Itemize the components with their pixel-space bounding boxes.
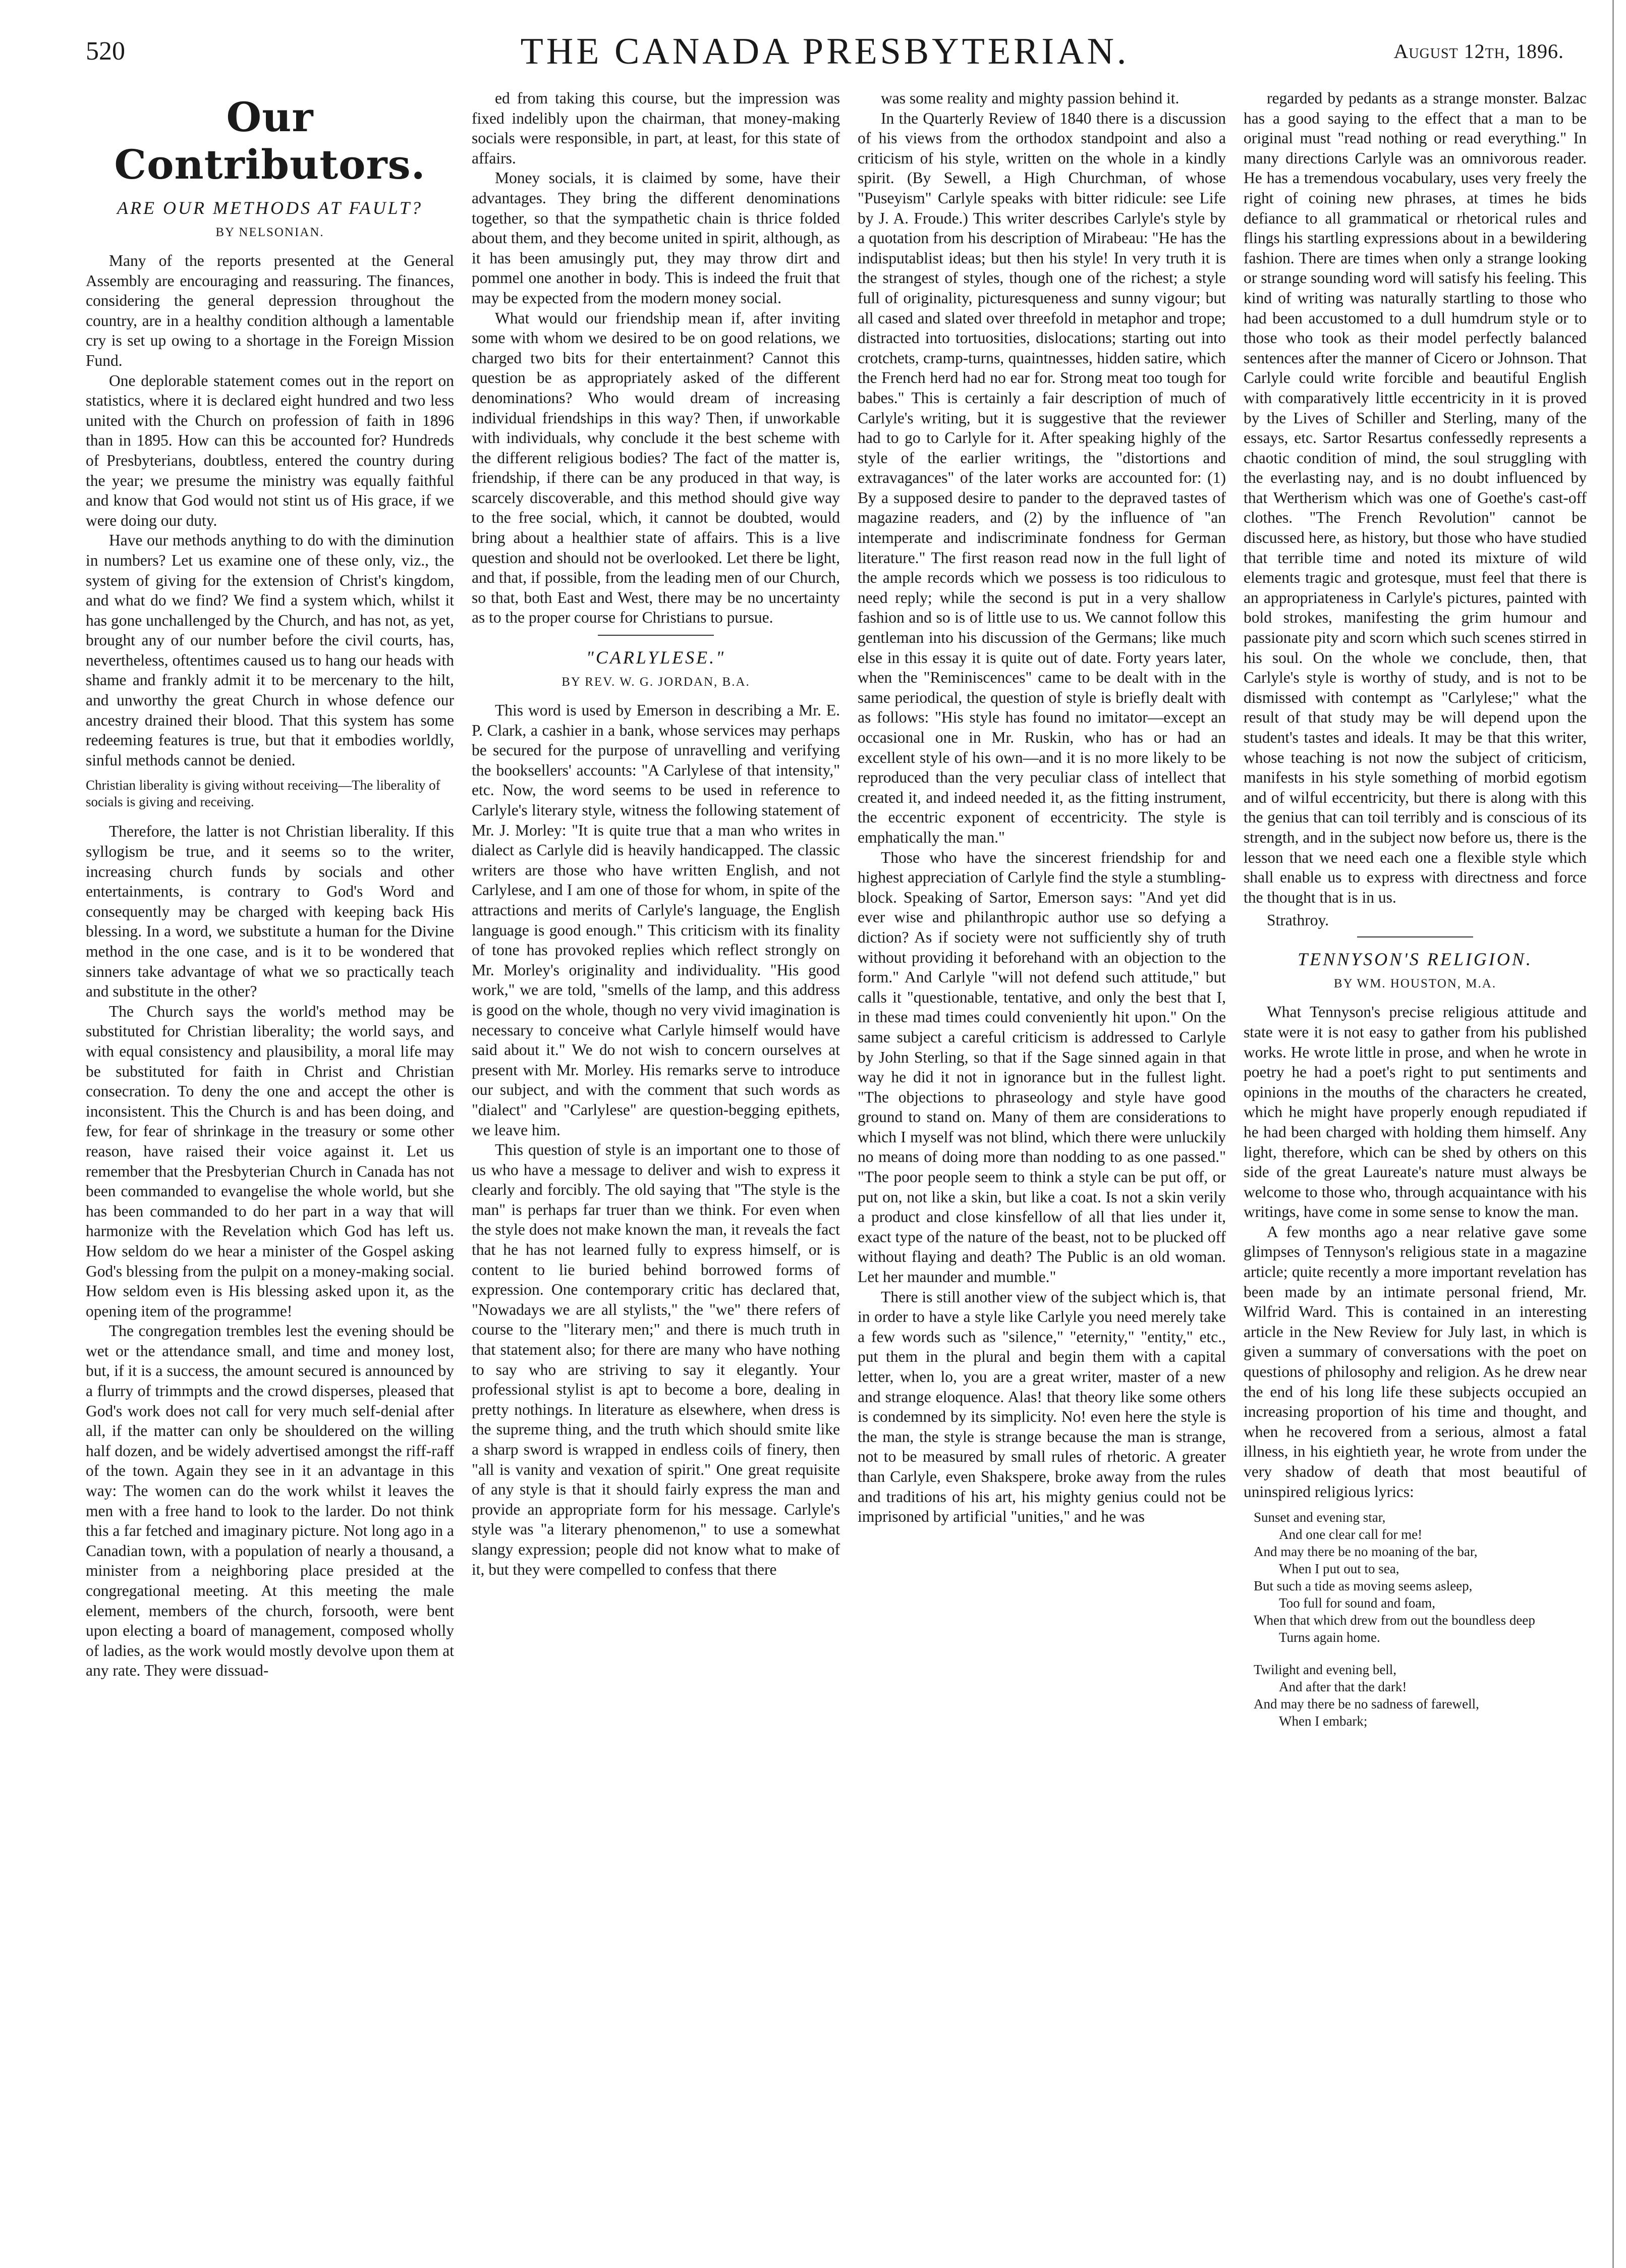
paragraph: What would our friendship mean if, after inviting some with whom we desired to be on good relations, we charged two bits for their entertainment? Cannot this question be as appropriately asked of the different denominations? Who would dream of increasing individual friendships in this way? Then, if unworkable with individuals, why conclude it the best scheme with the different religious bodies? The fact of the matter is, friendship, if there can be any produced in that way, is scarcely discoverable, and this method should give way to the free social, which, it cannot be doubted, would bring about a healthier state of affairs. This is a live question and should not be overlooked. Let there be light, and that, if possible, from the leading men of our Church, so that, both East and West, there may be no uncertainty as to the proper course for Christians to pursue. <box>472 309 840 627</box>
poem-line: Twilight and evening bell, <box>1254 1662 1397 1678</box>
poem-line: When that which drew from out the boundless deep <box>1254 1613 1535 1628</box>
article-body-part2 <box>86 821 454 1681</box>
paragraph: This word is used by Emerson in describing a Mr. E. P. Clark, a cashier in a bank, whose services may perhaps be secured for the purpose of unravelling and verifying the booksellers' accounts: "A Carlylese of that intensity," etc. Now, the word seems to be used in reference to Carlyle's literary style, witness the following statement of Mr. J. Morley: "It is quite true that a man who writes in dialect as Carlyle did is heavily handicapped. The classic writers are those who have written English, and not Carlylese, and I am one of those for whom, in spite of the attractions and merits of Carlyle's language, the English language is good enough." This criticism with its finality of tone has provoked replies which reflect strongly on Mr. Morley's originality and individuality. "His good work," we are told, "smells of the lamp, and this address is good on the whole, though no very vivid imagination is necessary to conceive what Carlyle himself would have said about it." We do not wish to concern ourselves at present with Mr. Morley. His remarks serve to introduce our subject, and with the comment that such words as "dialect" and "Carlylese" are question-begging epithets, we leave him. <box>472 701 840 1139</box>
page-header <box>86 26 1564 82</box>
pullquote: Christian liberality is giving without receiving—The liberality of socials is giving and receiving. <box>86 778 440 810</box>
paragraph: One deplorable statement comes out in the report on statistics, where it is declared eight hundred and two less united with the Church on profession of faith in 1896 than in 1895. How can this be accounted for? Hundreds of Presbyterians, doubtless, entered the country during the year; we presume the ministry was equally faithful and know that God would not stint us of His grace, if we were doing our duty. <box>86 371 454 529</box>
stanza-break <box>1254 1646 1587 1661</box>
column-1 <box>86 88 454 2243</box>
carlylese-body-part3 <box>1244 88 1587 907</box>
paragraph: Money socials, it is claimed by some, have their advantages. They bring the different denominations together, so that the sympathetic chain is thrice folded about them, and they become united in spirit, although, as it has been amusingly put, they may throw dirt and pommel one another in body. This is indeed the fruit that may be expected from the modern money social. <box>472 169 840 307</box>
tennyson-body <box>1244 1002 1587 1502</box>
paragraph: Therefore, the latter is not Christian liberality. If this syllogism be true, and it seems so to the writer, increasing church funds by socials and other entertainments, is contrary to God's Word and consequently may be charged with keeping back His blessing. In a word, we substitute a human for the Divine method in the one case, and is it to be wondered that sinners take advantage of what we so practically teach and substitute in the other? <box>86 822 454 1001</box>
paragraph: ed from taking this course, but the impression was fixed indelibly upon the chairman, that money-making socials were responsible, in part, at least, for this state of affairs. <box>472 89 840 167</box>
poem-line: Turns again home. <box>1279 1630 1380 1645</box>
column-3 <box>858 88 1226 2243</box>
poem-line: But such a tide as moving seems asleep, <box>1254 1578 1473 1594</box>
byline-houston: BY WM. HOUSTON, M.A. <box>1333 977 1497 991</box>
page-number: 520 <box>86 37 125 66</box>
divider <box>1357 936 1473 937</box>
poem-line: And may there be no moaning of the bar, <box>1254 1544 1478 1560</box>
paragraph: In the Quarterly Review of 1840 there is a discussion of his views from the orthodox standpoint and also a criticism of his style, written on the whole in a kindly spirit. (By Sewell, a High Churchman, of whose "Puseyism" Carlyle speaks with bitter ridicule: see Life by J. A. Froude.) This writer describes Carlyle's style by a quotation from his description of Mirabeau: "He has the indisputablist ideas; but then his style! In very truth it is the strangest of styles, though one of the richest; a style full of originality, picturesqueness and sunny vigour; but all cased and slated over threefold in metaphor and trope; distracted into tortuosities, dislocations; starting out into crotchets, cramp-turns, quaintnesses, hidden satire, which the French herd had no ear for. Strong meat too tough for babes." This is certainly a fair description of much of Carlyle's writing, but it is suggestive that the reviewer had to go to Carlyle for it. After speaking highly of the style of the earlier writings, the "distortions and extravagances" of the later works are accounted for: (1) By a supposed desire to pander to the depraved tastes of magazine readers, and (2) by the influence of "an intemperate and indiscriminate fondness for German literature." The first reason read now in the full light of the ample records which we possess is too ridiculous to need reply; while the second is put in a very shallow fashion and so is of little use to us. We cannot follow this gentleman into his discussion of the Germans; like much else in this essay it is quite out of date. Forty years later, when the "Reminiscences" came to be dealt with in the same periodical, the question of style is briefly dealt with as follows: "His style has found no imitator—except an occasional one in Mr. Ruskin, who has or had an excellent style of his own—and it is no more likely to be reproduced than the very peculiar class of intellect that created it, and indeed needed it, as the fitting instrument, the eccentric exponent of eccentricity. The style is emphatically the man." <box>858 109 1226 846</box>
paragraph: The congregation trembles lest the evening should be wet or the attendance small, and time and money lost, but, if it is a success, the amount secured is announced by a flurry of trimmpts and the crowd disperses, pleased that God's work does not call for very much self-denial after all, if the matter can only be shouldered on the willing half dozen, and be widely advertised amongst the riff-raff of the town. Again they see in it an advantage in this way: The women can do the work whilst it leaves the men with a free hand to look to the larder. Do not think this a far fetched and imaginary picture. Not long ago in a Canadian town, with a population of nearly a thousand, a minister from a neighboring place presided at the congregational meeting. At this meeting the male element, members of the church, forsooth, were bent upon electing a board of management, composed wholly of ladies, as the work would mostly devolve upon them at any rate. They were dissuad- <box>86 1322 454 1680</box>
paragraph: Those who have the sincerest friendship for and highest appreciation of Carlyle find the style a stumbling-block. Speaking of Sartor, Emerson says: "And yet did ever wise and philanthropic author use so defying a diction? As if society were not sufficiently shy of truth without providing it beforehand with an objection to the form." And Carlyle "will not defend such attitude," but calls it "questionable, tentative, and only the best that I, in these mad times could conveniently hit upon." On the same subject a careful criticism is addressed to Carlyle by John Sterling, so that if the Sage sinned again in that way he did it not in ignorance but in the fullest light. "The objections to phraseology and style have good ground to stand on. Many of them are considerations to which I myself was not blind, which there were unluckily no means of doing more than nodding to as one passed." "The poor people seem to think a style can be put off, or put on, not like a skin, but like a coat. Is not a skin verily a product and close kinsfellow of all that lies under it, exact type of the nature of the beast, not to be plucked off without flaying and death? The Public is an old woman. Let her maunder and mumble." <box>858 848 1226 1286</box>
paragraph: Have our methods anything to do with the diminution in numbers? Let us examine one of these only, viz., the system of giving for the extension of Christ's kingdom, and what do we find? We find a system which, whilst it has gone unchallenged by the Church, and has not, as yet, brought any of our number before the civil courts, has, nevertheless, oftentimes caused us to hang our heads with shame and frankly admit it to be mercenary to the hilt, and unworthy the great Church in whose defence our ancestry drained their blood. That this system has some redeeming features is true, but that it embodies worldly, sinful methods cannot be denied. <box>86 531 454 769</box>
poem-line: And after that the dark! <box>1279 1679 1407 1695</box>
article-title-methods: ARE OUR METHODS AT FAULT? <box>117 198 423 218</box>
byline-nelsonian: BY NELSONIAN. <box>215 226 324 239</box>
poem-line: And one clear call for me! <box>1279 1527 1423 1542</box>
paragraph: This question of style is an important one to those of us who have a message to deliver and wish to express it clearly and forcibly. The old saying that "The style is the man" is perhaps far truer than we think. For even when the style does not make known the man, it reveals the fact that he has not learned fully to express himself, or is content to lie buried behind borrowed forms of expression. One contemporary critic has declared that, "Nowadays we are all stylists," the "we" there refers of course to the "literary men;" and there is much truth in that statement also; for there are many who have nothing to say who are striving to say it elegantly. Your professional stylist is apt to become a bore, dealing in pretty nothings. In literature as elsewhere, when dress is the supreme thing, and the truth which should smite like a sharp sword is wrapped in endless coils of finery, then "all is vanity and vexation of spirit." One great requisite of any style is that it should fairly express the man and provide an appropriate form for his message. Carlyle's style was "a literary phenomenon," to use a somewhat slangy expression; people did not know what to make of it, but they were compelled to confess that there <box>472 1141 840 1578</box>
poem-line: When I put out to sea, <box>1279 1561 1399 1577</box>
paragraph: The Church says the world's method may be substituted for Christian liberality; the world says, and with equal consistency and plausibility, a moral life may be substituted for faith in Christ and Christian consecration. To deny the one and accept the other is inconsistent. This the Church is and has been doing, and few, for fear of shrinkage in the treasury or some other reason, have raised their voice against it. Let us remember that the Presbyterian Church in Canada has not been commanded to evangelise the whole world, but she has been commanded to do her part in a way that will harmonize with the Revelation which God has left us. How seldom do we hear a minister of the Gospel asking God's blessing from the pulpit on a money-making social. How seldom even is His blessing asked upon it, as the opening item of the programme! <box>86 1002 454 1320</box>
article-title-tennyson: TENNYSON'S RELIGION. <box>1298 949 1533 970</box>
section-title: Our Contributors. <box>114 93 426 188</box>
poem-crossing-the-bar <box>1254 1509 1587 1730</box>
byline-jordan: BY REV. W. G. JORDAN, B.A. <box>562 675 750 689</box>
signoff: Strathroy. <box>1267 911 1329 929</box>
poem-line: Too full for sound and foam, <box>1279 1595 1436 1611</box>
paragraph: Many of the reports presented at the General Assembly are encouraging and reassuring. The finances, considering the general depression throughout the country, are in a healthy condition although a lamentable cry is set up owing to a shortage in the Foreign Mission Fund. <box>86 252 454 369</box>
paragraph: A few months ago a near relative gave some glimpses of Tennyson's religious state in a magazine article; quite recently a more important revelation has been made by an intimate personal friend, Mr. Wilfrid Ward. This is contained in an interesting article in the New Review for July last, in which is given a summary of conversations with the poet on questions of philosophy and religion. As he drew near the end of his long life these subjects occupied an increasing proportion of his time and thought, and when he recovered from a serious, almost a fatal illness, in his eightieth year, he wrote from under the very shadow of death that most beautiful of uninspired religious lyrics: <box>1244 1223 1587 1501</box>
poem-line: And may there be no sadness of farewell, <box>1254 1696 1479 1712</box>
article-body-part1 <box>86 251 454 770</box>
paragraph: There is still another view of the subject which is, that in order to have a style like Carlyle you need merely take a few words such as "silence," "eternity," "entity," etc., put them in the plural and begin them with a capital letter, when lo, you are a great writer, master of a new and strange eloquence. Alas! that theory like some others is condemned by its simplicity. No! even here the style is the man, the style is strange because the man is strange, not to be measured by small rules of rhetoric. A greater than Carlyle, even Shakspere, broke away from the rules and traditions of his art, his mighty genius could not be imprisoned by artificial "unities," and he was <box>858 1288 1226 1526</box>
paragraph: was some reality and mighty passion behind it. <box>881 89 1180 107</box>
paragraph: What Tennyson's precise religious attitude and state were it is not easy to gather from his published works. He wrote little in prose, and when he wrote in poetry he had a poet's right to put sentiments and opinions in the mouths of the characters he created, which he might have properly enough repudiated if he had been charged with holding them himself. Any light, therefore, which can be shed by others on this side of the great Laureate's nature must always be welcome to those who, through acquaintance with his writings, have come in some sense to know the man. <box>1244 1003 1587 1221</box>
poem-line: Sunset and evening star, <box>1254 1510 1386 1525</box>
issue-date: August 12th, 1896. <box>1393 40 1564 63</box>
divider <box>598 635 714 636</box>
article-title-carlylese: "CARLYLESE." <box>586 647 726 668</box>
scan-edge-line <box>1612 0 1614 2268</box>
carlylese-body-part1 <box>472 700 840 1579</box>
article-body-continued <box>472 88 840 628</box>
poem-line: When I embark; <box>1279 1713 1368 1729</box>
masthead-title: THE CANADA PRESBYTERIAN. <box>520 31 1130 72</box>
paragraph: regarded by pedants as a strange monster. Balzac has a good saying to the effect that a man to be original must "read nothing or read everything." In many directions Carlyle was an omnivorous reader. He has a tremendous vocabulary, uses very freely the right of coining new phrases, at times he bids defiance to all grammatical or rhetorical rules and flings his startling expressions about in a bewildering fashion. There are times when only a strange looking or strange sounding word will satisfy his feeling. This kind of writing was naturally startling to those who had been accustomed to a dull humdrum style or to those who took as their model perfectly balanced sentences after the manner of Cicero or Johnson. That Carlyle could write forcible and beautiful English with comparatively little eccentricity in it is proved by the Lives of Schiller and Sterling, many of the essays, etc. Sartor Resartus confessedly represents a chaotic condition of mind, the soul struggling with the everlasting nay, and is no doubt influenced by that Wertherism which was one of Goethe's cast-off clothes. "The French Revolution" cannot be discussed here, as history, but those who have studied that terrible time and noted its mixture of wild elements tragic and grotesque, must feel that there is an appropriateness in Carlyle's pictures, painted with bold strokes, manifesting the grim humour and passionate pity and scorn which such scenes stirred in his soul. On the whole we conclude, then, that Carlyle's style is worthy of study, and is not to be dismissed with contempt as "Carlylese;" what the result of that study may be will depend upon the student's tastes and ideals. It may be that this writer, whose teaching is not now the subject of criticism, manifests in his style something of morbid egotism and of wilful eccentricity, but there is along with this the genius that can toil terribly and is conscious of its strength, and in the subject now before us, there is the lesson that we need each one a flexible style which shall enable us to express with directness and force the thought that is in us. <box>1244 89 1587 906</box>
column-2 <box>472 88 840 2243</box>
column-4 <box>1244 88 1587 2243</box>
carlylese-body-part2 <box>858 88 1226 1527</box>
